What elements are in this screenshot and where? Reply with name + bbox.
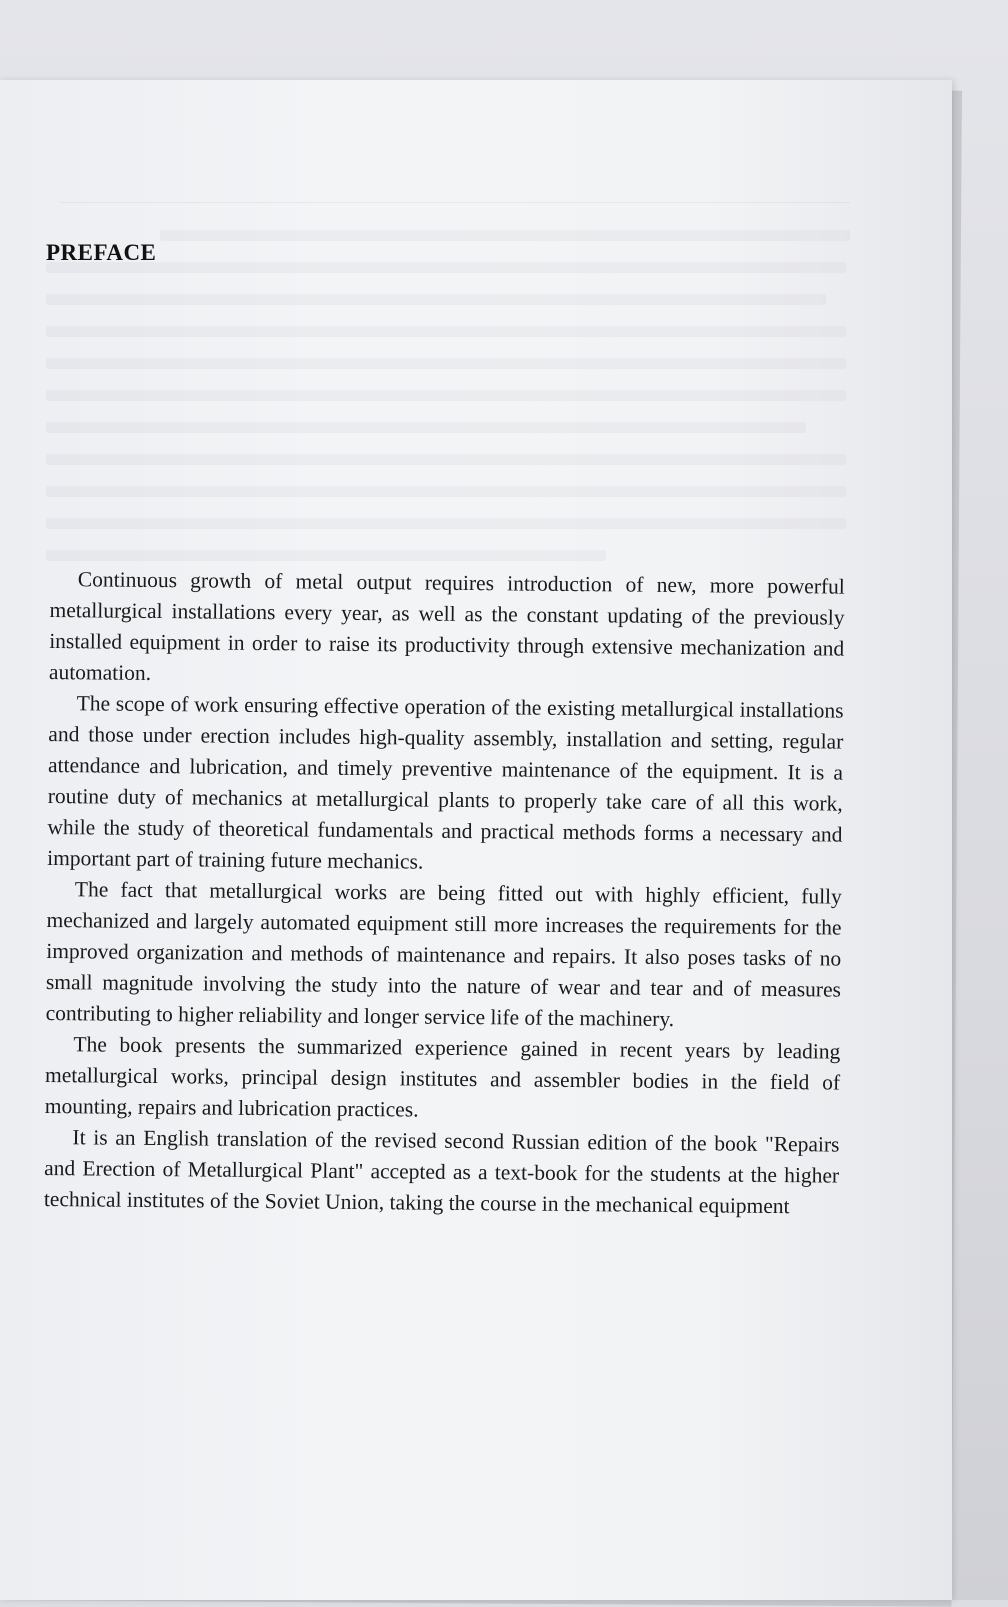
show-through-line xyxy=(46,518,846,529)
show-through-line xyxy=(46,262,846,273)
show-through-line xyxy=(46,550,606,561)
show-through-line xyxy=(46,326,846,337)
show-through-line xyxy=(46,486,846,497)
show-through-line xyxy=(46,294,826,305)
paragraph: The book presents the summarized experience gained in recent years by leading metallurgical works, principal design institutes and assembler bodies in the field of mounting, repairs and lubrication practices. xyxy=(44,1032,841,1122)
paragraph: Continuous growth of metal output requires introduction of new, more powerful metallurgical installations every year, as well as the constant updating of the previously installed equipment in order to raise its productivity through extensive mechanization and automation. xyxy=(48,567,845,685)
paragraph: The scope of work ensuring effective operation of the existing metallurgical installations and those under erection includes high-quality assembly, installation and setting, regular attendance and lubrication, and timely preventive maintenance of the equipment. It is a routine duty of mechanics at metallurgical plants to properly take care of all this work, while the study of theoretical fundamentals and practical methods forms a necessary and important part of training future mechanics. xyxy=(47,691,844,874)
paragraph: It is an English translation of the revised second Russian edition of the book "Repairs and Erection of Metallurgical Plant" accepted as a text-book for the students at the higher technical institutes of the Soviet Union, taking the course in the mechanical equipment xyxy=(43,1125,840,1219)
show-through-line xyxy=(46,390,846,401)
preface-body xyxy=(44,564,845,1223)
show-through-header xyxy=(60,172,850,203)
book-page xyxy=(0,80,952,1600)
show-through-line xyxy=(46,454,846,465)
show-through-line xyxy=(46,422,806,433)
preface-heading: PREFACE xyxy=(46,240,157,265)
show-through-line xyxy=(46,358,846,369)
paragraph: The fact that metallurgical works are being fitted out with highly efficient, fully mechanized and largely automated equipment still more increases the requirements for the improved organization and methods of maintenance and repairs. It also poses tasks of no small magnitude involving the study into the nature of wear and tear and of measures contributing to higher reliability and longer service life of the machinery. xyxy=(45,877,842,1032)
show-through-line xyxy=(160,230,850,241)
